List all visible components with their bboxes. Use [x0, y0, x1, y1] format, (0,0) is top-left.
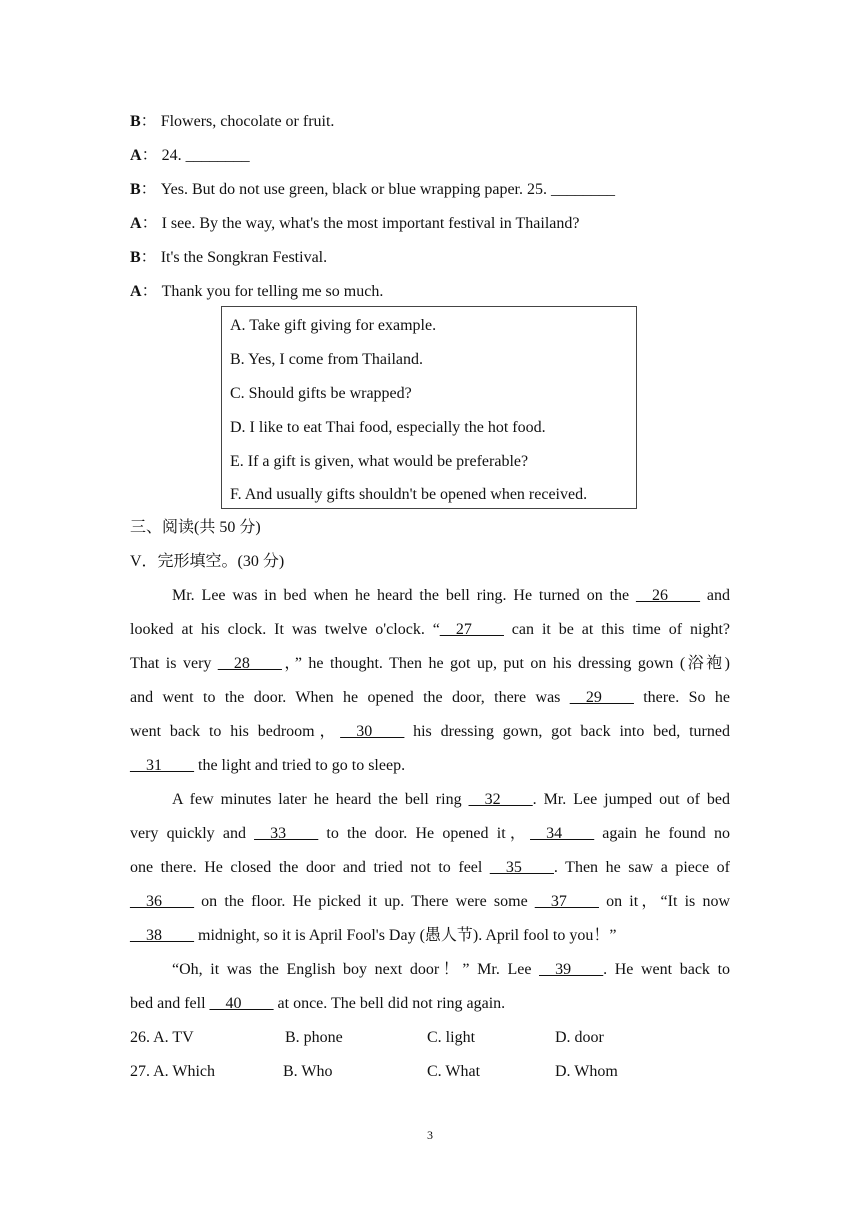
- option-f: F. And usually gifts shouldn't be opened when received.: [230, 486, 588, 503]
- colon: ：: [141, 147, 158, 164]
- text: again he found no: [594, 825, 730, 842]
- blank-34: __34____: [530, 825, 595, 842]
- blank-30: __30____: [340, 723, 405, 740]
- text: at once. The bell did not ring again.: [273, 995, 506, 1012]
- subsection-title: V．完形填空。(30 分): [130, 553, 285, 570]
- blank-36: __36____: [130, 893, 194, 910]
- text: his dressing gown, got back into bed, turned: [404, 723, 730, 740]
- option-b: B. Yes, I come from Thailand.: [230, 351, 424, 368]
- dialogue-line: [130, 248, 327, 268]
- passage-line: [130, 722, 730, 742]
- colon: ：: [140, 249, 157, 266]
- text: That is very: [130, 655, 218, 672]
- text: . Then he saw a piece of: [553, 859, 730, 876]
- text: went back to his bedroom，: [130, 723, 341, 740]
- text: A few minutes later he heard the bell ring: [172, 791, 469, 808]
- text: . He went back to: [603, 961, 731, 978]
- speaker-label: B: [130, 113, 141, 130]
- blank-29: __29____: [569, 689, 634, 706]
- dialogue-line: [130, 282, 383, 302]
- blank-39: __39____: [539, 961, 604, 978]
- dialogue-text: It's the Songkran Festival.: [160, 249, 328, 266]
- passage-line: [130, 620, 730, 640]
- section-title: 三、阅读(共 50 分): [130, 519, 261, 536]
- text: midnight, so it is April Fool's Day (愚人节). April fool to you！”: [194, 927, 617, 944]
- blank-26: __26____: [636, 587, 700, 604]
- dialogue-line: [130, 112, 334, 132]
- text: . Mr. Lee jumped out of bed: [532, 791, 731, 808]
- text: very quickly and: [130, 825, 255, 842]
- colon: ：: [141, 215, 158, 232]
- options-box: [221, 306, 637, 509]
- text: there. So he: [633, 689, 731, 706]
- text: and went to the door. When he opened the door, there was: [130, 689, 570, 706]
- page-number: 3: [427, 1128, 433, 1142]
- question-26-option-a: 26. A. TV: [130, 1029, 194, 1046]
- speaker-label: B: [130, 249, 141, 266]
- question-27-option-b: B. Who: [283, 1063, 333, 1080]
- passage-line: [130, 926, 730, 946]
- passage-line: [130, 688, 730, 708]
- question-27-option-d: D. Whom: [555, 1063, 618, 1080]
- question-27-option-c: C. What: [427, 1063, 481, 1080]
- blank-35: __35____: [489, 859, 554, 876]
- dialogue-text: Thank you for telling me so much.: [161, 283, 384, 300]
- passage-line: [130, 824, 730, 844]
- option-e: E. If a gift is given, what would be preferable?: [230, 453, 529, 470]
- colon: ：: [140, 113, 157, 130]
- question-27-option-a: 27. A. Which: [130, 1063, 216, 1080]
- text: the light and tried to go to sleep.: [194, 757, 406, 774]
- text: on the floor. He picked it up. There were some: [194, 893, 535, 910]
- passage-line: [130, 790, 730, 810]
- question-26-option-c: C. light: [427, 1029, 476, 1046]
- passage-line: [130, 858, 730, 878]
- question-26-option-b: B. phone: [285, 1029, 343, 1046]
- dialogue-text: I see. By the way, what's the most important festival in Thailand?: [161, 215, 580, 232]
- text: and: [700, 587, 730, 604]
- passage-line: [130, 994, 730, 1014]
- text: bed and fell: [130, 995, 210, 1012]
- blank-37: __37____: [534, 893, 599, 910]
- blank-31: __31____: [130, 757, 194, 774]
- speaker-label: A: [130, 147, 142, 164]
- text: looked at his clock. It was twelve o'clock. “: [130, 621, 440, 638]
- passage-line: [130, 654, 730, 674]
- colon: ：: [141, 283, 158, 300]
- option-a: A. Take gift giving for example.: [230, 317, 437, 334]
- colon: ：: [140, 181, 157, 198]
- text: on it，“It is now: [598, 893, 730, 910]
- blank-38: __38____: [130, 927, 194, 944]
- passage-line: [130, 756, 730, 776]
- dialogue-line: [130, 214, 579, 234]
- text: ，” he thought. Then he got up, put on his dressing gown (浴袍): [281, 655, 730, 672]
- dialogue-text: Flowers, chocolate or fruit.: [160, 113, 335, 130]
- blank-33: __33____: [254, 825, 319, 842]
- dialogue-line: [130, 146, 250, 166]
- text: can it be at this time of night?: [503, 621, 730, 638]
- option-c: C. Should gifts be wrapped?: [230, 385, 412, 402]
- blank-40: __40____: [209, 995, 274, 1012]
- speaker-label: A: [130, 215, 142, 232]
- passage-line: [130, 892, 730, 912]
- passage-line: [130, 960, 730, 980]
- option-d: D. I like to eat Thai food, especially the hot food.: [230, 419, 546, 436]
- blank-28: __28____: [217, 655, 282, 672]
- text: Mr. Lee was in bed when he heard the bell ring. He turned on the: [172, 587, 636, 604]
- speaker-label: B: [130, 181, 141, 198]
- blank-32: __32____: [468, 791, 533, 808]
- speaker-label: A: [130, 283, 142, 300]
- passage-line: [130, 586, 730, 606]
- question-26-option-d: D. door: [555, 1029, 604, 1046]
- text: “Oh, it was the English boy next door！” Mr. Lee: [172, 961, 540, 978]
- text: to the door. He opened it，: [318, 825, 531, 842]
- text: one there. He closed the door and tried not to feel: [130, 859, 490, 876]
- dialogue-text: 24. ________: [161, 147, 250, 164]
- blank-27: __27____: [439, 621, 504, 638]
- dialogue-text: Yes. But do not use green, black or blue wrapping paper. 25. ________: [160, 181, 615, 198]
- dialogue-line: [130, 180, 615, 200]
